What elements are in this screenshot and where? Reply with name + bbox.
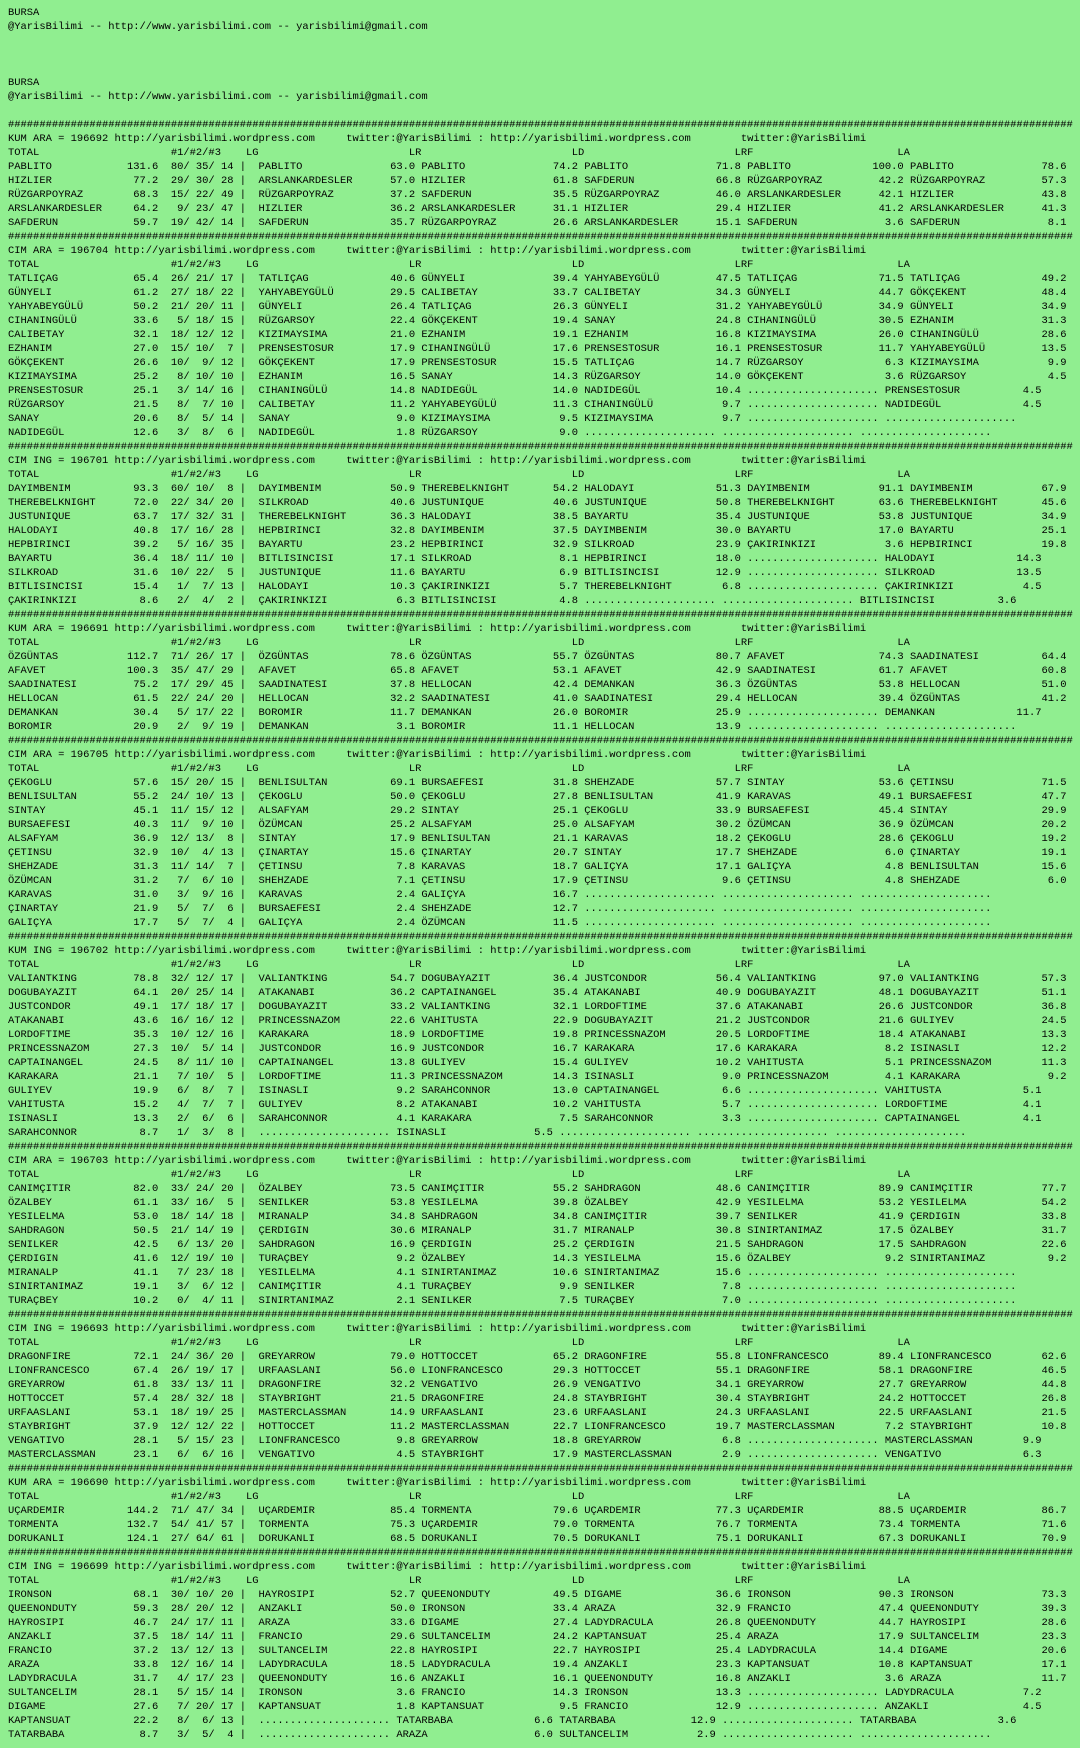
horse-row: AFAVET 100.3 35/ 47/ 29 | AFAVET 65.8 AFAVET 53.1 AFAVET 42.9 SAADINATESI 61.7 AFAVET 60.8 <box>8 665 1067 677</box>
horse-row: LIONFRANCESCO 67.4 26/ 19/ 17 | URFAASLANI 56.0 LIONFRANCESCO 29.3 HOTTOCCET 55.1 DRAGONFIRE 58.1 DRAGONFIRE 46.5 <box>8 1365 1067 1377</box>
horse-row: ÇAKIRINKIZI 8.6 2/ 4/ 2 | ÇAKIRINKIZI 6.3 BITLISINCISI 4.8 ..................... ..................... BITLISINCISI 3.6 <box>8 595 1017 607</box>
horse-row: HALODAYI 40.8 17/ 16/ 28 | HEPBIRINCI 32.8 DAYIMBENIM 37.5 DAYIMBENIM 30.0 BAYARTU 17.0 BAYARTU 25.1 <box>8 525 1067 537</box>
horse-row: ANZAKLI 37.5 18/ 14/ 11 | FRANCIO 29.6 SULTANCELIM 24.2 KAPTANSUAT 25.4 ARAZA 17.9 SULTANCELIM 23.3 <box>8 1631 1067 1643</box>
race-header-line: KUM ING = 196702 http://yarisbilimi.wordpress.com twitter:@YarisBilimi : http://yarisbilimi.wordpress.com twitter:@YarisBilimi <box>8 945 867 957</box>
horse-row: GULIYEV 19.9 6/ 8/ 7 | ISINASLI 9.2 SARAHCONNOR 13.0 CAPTAINANGEL 6.6 ..................... VAHITUSTA 5.1 <box>8 1085 1042 1097</box>
horse-row: MASTERCLASSMAN 23.1 6/ 6/ 16 | VENGATIVO 4.5 STAYBRIGHT 17.9 MASTERCLASSMAN 2.9 ..................... VENGATIVO 6.3 <box>8 1449 1042 1461</box>
horse-row: RÜZGARSOY 21.5 8/ 7/ 10 | CALIBETAY 11.2 YAHYABEYGÜLÜ 11.3 CIHANINGÜLÜ 9.7 ..................... NADIDEGÜL 4.5 <box>8 399 1042 411</box>
horse-row: YESILELMA 53.0 18/ 14/ 18 | MIRANALP 34.8 SAHDRAGON 34.8 CANIMÇITIR 39.7 SENILKER 41.9 ÇERDIGIN 33.8 <box>8 1211 1067 1223</box>
horse-row: ÇERDIGIN 41.6 12/ 19/ 10 | TURAÇBEY 9.2 ÖZALBEY 14.3 YESILELMA 15.6 ÖZALBEY 9.2 SINIRTANIMAZ 9.2 <box>8 1253 1067 1265</box>
column-header-line: TOTAL #1/#2/#3 LG LR LD LRF LA <box>8 959 910 971</box>
horse-row: KARAVAS 31.0 3/ 9/ 16 | KARAVAS 2.4 GALIÇYA 16.7 ..................... ..................... ..................... <box>8 889 992 901</box>
horse-row: CALIBETAY 32.1 18/ 12/ 12 | KIZIMAYSIMA 21.0 EZHANIM 19.1 EZHANIM 16.8 KIZIMAYSIMA 26.0 CIHANINGÜLÜ 28.6 <box>8 329 1067 341</box>
blank-line <box>8 48 1072 62</box>
horse-row: SINTAY 45.1 11/ 15/ 12 | ALSAFYAM 29.2 SINTAY 25.1 ÇEKOGLU 33.9 BURSAEFESI 45.4 SINTAY 29.9 <box>8 805 1067 817</box>
horse-row: GREYARROW 61.8 33/ 13/ 11 | DRAGONFIRE 32.2 VENGATIVO 26.9 VENGATIVO 34.1 GREYARROW 27.7 GREYARROW 44.8 <box>8 1379 1067 1391</box>
horse-row: ÇETINSU 32.9 10/ 4/ 13 | ÇINARTAY 15.6 ÇINARTAY 20.7 SINTAY 17.7 SHEHZADE 6.0 ÇINARTAY 19.1 <box>8 847 1067 859</box>
horse-row: BITLISINCISI 15.4 1/ 7/ 13 | HALODAYI 10.3 ÇAKIRINKIZI 5.7 THEREBELKNIGHT 6.8 ..................... ÇAKIRINKIZI 4.5 <box>8 581 1042 593</box>
horse-row: YAHYABEYGÜLÜ 50.2 21/ 20/ 11 | GÜNYELI 26.4 TATLIÇAG 26.3 GÜNYELI 31.2 YAHYABEYGÜLÜ 34.9 GÜNYELI 34.9 <box>8 301 1067 313</box>
horse-row: BOROMIR 20.9 2/ 9/ 19 | DEMANKAN 3.1 BOROMIR 11.1 HELLOCAN 13.9 ..................... ..................... <box>8 721 1017 733</box>
horse-row: HAYROSIPI 46.7 24/ 17/ 11 | ARAZA 33.6 DIGAME 27.4 LADYDRACULA 26.8 QUEENONDUTY 44.7 HAYROSIPI 28.6 <box>8 1617 1067 1629</box>
horse-row: MIRANALP 41.1 7/ 23/ 18 | YESILELMA 4.1 SINIRTANIMAZ 10.6 SINIRTANIMAZ 15.6 ..................... ..................... <box>8 1267 1017 1279</box>
horse-row: TATARBABA 8.7 3/ 5/ 4 | ..................... ARAZA 6.0 SULTANCELIM 2.9 ..................... ..................... <box>8 1729 992 1741</box>
horse-row: ÖZGÜNTAS 112.7 71/ 26/ 17 | ÖZGÜNTAS 78.6 ÖZGÜNTAS 55.7 ÖZGÜNTAS 80.7 AFAVET 74.3 SAADINATESI 64.4 <box>8 651 1067 663</box>
horse-row: CANIMÇITIR 82.0 33/ 24/ 20 | ÖZALBEY 73.5 CANIMÇITIR 55.2 SAHDRAGON 48.6 CANIMÇITIR 89.9 CANIMÇITIR 77.7 <box>8 1183 1067 1195</box>
horse-row: SAFDERUN 59.7 19/ 42/ 14 | SAFDERUN 35.7 RÜZGARPOYRAZ 26.6 ARSLANKARDESLER 15.1 SAFDERUN 3.6 SAFDERUN 8.1 <box>8 217 1067 229</box>
blank-line <box>8 34 1072 48</box>
horse-row: NADIDEGÜL 12.6 3/ 8/ 6 | NADIDEGÜL 1.8 RÜZGARSOY 9.0 ..................... ..................... ..................... <box>8 427 992 439</box>
horse-row: BAYARTU 36.4 18/ 11/ 10 | BITLISINCISI 17.1 SILKROAD 8.1 HEPBIRINCI 18.0 ..................... HALODAYI 14.3 <box>8 553 1042 565</box>
column-header-line: TOTAL #1/#2/#3 LG LR LD LRF LA <box>8 1575 910 1587</box>
horse-row: GÜNYELI 61.2 27/ 18/ 22 | YAHYABEYGÜLÜ 29.5 CALIBETAY 33.7 CALIBETAY 34.3 GÜNYELI 44.7 GÖKÇEKENT 48.4 <box>8 287 1067 299</box>
horse-row: ATAKANABI 43.6 16/ 16/ 12 | PRINCESSNAZOM 22.6 VAHITUSTA 22.9 DOGUBAYAZIT 21.2 JUSTCONDOR 21.6 GULIYEV 24.5 <box>8 1015 1067 1027</box>
horse-row: LORDOFTIME 35.3 10/ 12/ 16 | KARAKARA 18.9 LORDOFTIME 19.8 PRINCESSNAZOM 20.5 LORDOFTIME 18.4 ATAKANABI 13.3 <box>8 1029 1067 1041</box>
horse-row: PABLITO 131.6 80/ 35/ 14 | PABLITO 63.0 PABLITO 74.2 PABLITO 71.8 PABLITO 100.0 PABLITO 78.6 <box>8 161 1067 173</box>
horse-row: SANAY 20.6 8/ 5/ 14 | SANAY 9.0 KIZIMAYSIMA 9.5 KIZIMAYSIMA 9.7 ..................... ..................... <box>8 413 1017 425</box>
race-header-line: CIM ING = 196699 http://yarisbilimi.wordpress.com twitter:@YarisBilimi : http://yarisbilimi.wordpress.com twitter:@YarisBilimi <box>8 1561 867 1573</box>
horse-row: DOGUBAYAZIT 64.1 20/ 25/ 14 | ATAKANABI 36.2 CAPTAINANGEL 35.4 ATAKANABI 40.9 DOGUBAYAZIT 48.1 DOGUBAYAZIT 51.1 <box>8 987 1067 999</box>
horse-row: IRONSON 68.1 30/ 10/ 20 | HAYROSIPI 52.7 QUEENONDUTY 49.5 DIGAME 36.6 IRONSON 90.3 IRONSON 73.3 <box>8 1589 1067 1601</box>
horse-row: DAYIMBENIM 93.3 60/ 10/ 8 | DAYIMBENIM 50.9 THEREBELKNIGHT 54.2 HALODAYI 51.3 DAYIMBENIM 91.1 DAYIMBENIM 67.9 <box>8 483 1067 495</box>
separator-line: ########################################################################################################################################################################## <box>8 1547 1073 1559</box>
separator-line: ########################################################################################################################################################################## <box>8 231 1073 243</box>
horse-row: ARSLANKARDESLER 64.2 9/ 23/ 47 | HIZLIER 36.2 ARSLANKARDESLER 31.1 HIZLIER 29.4 HIZLIER 41.2 ARSLANKARDESLER 41.3 <box>8 203 1067 215</box>
separator-line: ########################################################################################################################################################################## <box>8 609 1073 621</box>
horse-row: KAPTANSUAT 22.2 8/ 6/ 13 | ..................... TATARBABA 6.6 TATARBABA 12.9 ..................... TATARBABA 3.6 <box>8 1715 1017 1727</box>
separator-line: ########################################################################################################################################################################## <box>8 1141 1073 1153</box>
horse-row: VAHITUSTA 15.2 4/ 7/ 7 | GULIYEV 8.2 ATAKANABI 10.2 VAHITUSTA 5.7 ..................... LORDOFTIME 4.1 <box>8 1099 1042 1111</box>
horse-row: KIZIMAYSIMA 25.2 8/ 10/ 10 | EZHANIM 16.5 SANAY 14.3 RÜZGARSOY 14.0 GÖKÇEKENT 3.6 RÜZGARSOY 4.5 <box>8 371 1067 383</box>
horse-row: SINIRTANIMAZ 19.1 3/ 6/ 12 | CANIMÇITIR 4.1 TURAÇBEY 9.9 SENILKER 7.8 ..................... ..................... <box>8 1281 1017 1293</box>
horse-row: ÖZALBEY 61.1 33/ 16/ 5 | SENILKER 53.8 YESILELMA 39.8 ÖZALBEY 42.9 YESILELMA 53.2 YESILELMA 54.2 <box>8 1197 1067 1209</box>
city-title: BURSA <box>8 77 40 89</box>
separator-line: ########################################################################################################################################################################## <box>8 1309 1073 1321</box>
horse-row: DRAGONFIRE 72.1 24/ 36/ 20 | GREYARROW 79.0 HOTTOCCET 65.2 DRAGONFIRE 55.8 LIONFRANCESCO 89.4 LIONFRANCESCO 62.6 <box>8 1351 1067 1363</box>
horse-row: FRANCIO 37.2 13/ 12/ 13 | SULTANCELIM 22.8 HAYROSIPI 22.7 HAYROSIPI 25.4 LADYDRACULA 14.4 DIGAME 20.6 <box>8 1645 1067 1657</box>
site-credit-line: @YarisBilimi -- http://www.yarisbilimi.com -- yarisbilimi@gmail.com <box>8 21 428 33</box>
separator-line: ########################################################################################################################################################################## <box>8 931 1073 943</box>
horse-row: EZHANIM 27.0 15/ 10/ 7 | PRENSESTOSUR 17.9 CIHANINGÜLÜ 17.6 PRENSESTOSUR 16.1 PRENSESTOSUR 11.7 YAHYABEYGÜLÜ 13.5 <box>8 343 1067 355</box>
separator-line: ########################################################################################################################################################################## <box>8 735 1073 747</box>
race-header-line: KUM ARA = 196690 http://yarisbilimi.wordpress.com twitter:@YarisBilimi : http://yarisbilimi.wordpress.com twitter:@YarisBilimi <box>8 1477 867 1489</box>
horse-row: VENGATIVO 28.1 5/ 15/ 23 | LIONFRANCESCO 9.8 GREYARROW 18.8 GREYARROW 6.8 ..................... MASTERCLASSMAN 9.9 <box>8 1435 1042 1447</box>
horse-row: CIHANINGÜLÜ 33.6 5/ 18/ 15 | RÜZGARSOY 22.4 GÖKÇEKENT 19.4 SANAY 24.8 CIHANINGÜLÜ 30.5 EZHANIM 31.3 <box>8 315 1067 327</box>
horse-row: PRINCESSNAZOM 27.3 10/ 5/ 14 | JUSTCONDOR 16.9 JUSTCONDOR 16.7 KARAKARA 17.6 KARAKARA 8.2 ISINASLI 12.2 <box>8 1043 1067 1055</box>
race-header-line: CIM ING = 196693 http://yarisbilimi.wordpress.com twitter:@YarisBilimi : http://yarisbilimi.wordpress.com twitter:@YarisBilimi <box>8 1323 867 1335</box>
city-title: BURSA <box>8 7 40 19</box>
horse-row: KARAKARA 21.1 7/ 10/ 5 | LORDOFTIME 11.3 PRINCESSNAZOM 14.3 ISINASLI 9.0 PRINCESSNAZOM 4.1 KARAKARA 9.2 <box>8 1071 1067 1083</box>
column-header-line: TOTAL #1/#2/#3 LG LR LD LRF LA <box>8 1169 910 1181</box>
horse-row: HELLOCAN 61.5 22/ 24/ 20 | HELLOCAN 32.2 SAADINATESI 41.0 SAADINATESI 29.4 HELLOCAN 39.4 ÖZGÜNTAS 41.2 <box>8 693 1067 705</box>
separator-line: ########################################################################################################################################################################## <box>8 119 1073 131</box>
horse-row: TORMENTA 132.7 54/ 41/ 57 | TORMENTA 75.3 UÇARDEMIR 79.0 TORMENTA 76.7 TORMENTA 73.4 TORMENTA 71.6 <box>8 1519 1067 1531</box>
race-header-line: CIM ING = 196701 http://yarisbilimi.wordpress.com twitter:@YarisBilimi : http://yarisbilimi.wordpress.com twitter:@YarisBilimi <box>8 455 867 467</box>
horse-row: URFAASLANI 53.1 18/ 19/ 25 | MASTERCLASSMAN 14.9 URFAASLANI 23.6 URFAASLANI 24.3 URFAASLANI 22.5 URFAASLANI 21.5 <box>8 1407 1067 1419</box>
site-credit-line: @YarisBilimi -- http://www.yarisbilimi.com -- yarisbilimi@gmail.com <box>8 91 428 103</box>
separator-line: ########################################################################################################################################################################## <box>8 441 1073 453</box>
horse-row: SAADINATESI 75.2 17/ 29/ 45 | SAADINATESI 37.8 HELLOCAN 42.4 DEMANKAN 36.3 ÖZGÜNTAS 53.8 HELLOCAN 51.0 <box>8 679 1067 691</box>
column-header-line: TOTAL #1/#2/#3 LG LR LD LRF LA <box>8 637 910 649</box>
horse-row: DORUKANLI 124.1 27/ 64/ 61 | DORUKANLI 68.5 DORUKANLI 70.5 DORUKANLI 75.1 DORUKANLI 67.3 DORUKANLI 70.9 <box>8 1533 1067 1545</box>
horse-row: ARAZA 33.8 12/ 16/ 14 | LADYDRACULA 18.5 LADYDRACULA 19.4 ANZAKLI 23.3 KAPTANSUAT 10.8 KAPTANSUAT 17.1 <box>8 1659 1067 1671</box>
horse-row: DEMANKAN 30.4 5/ 17/ 22 | BOROMIR 11.7 DEMANKAN 26.0 BOROMIR 25.9 ..................... DEMANKAN 11.7 <box>8 707 1042 719</box>
horse-row: TATLIÇAG 65.4 26/ 21/ 17 | TATLIÇAG 40.6 GÜNYELI 39.4 YAHYABEYGÜLÜ 47.5 TATLIÇAG 71.5 TATLIÇAG 49.2 <box>8 273 1067 285</box>
horse-row: ALSAFYAM 36.9 12/ 13/ 8 | SINTAY 17.9 BENLISULTAN 21.1 KARAVAS 18.2 ÇEKOGLU 28.6 ÇEKOGLU 19.2 <box>8 833 1067 845</box>
blank-line <box>8 62 1072 76</box>
horse-row: DIGAME 27.6 7/ 20/ 17 | KAPTANSUAT 1.8 KAPTANSUAT 9.5 FRANCIO 12.9 ..................... ANZAKLI 4.5 <box>8 1701 1042 1713</box>
column-header-line: TOTAL #1/#2/#3 LG LR LD LRF LA <box>8 1337 910 1349</box>
race-header-line: CIM ARA = 196704 http://yarisbilimi.wordpress.com twitter:@YarisBilimi : http://yarisbilimi.wordpress.com twitter:@YarisBilimi <box>8 245 867 257</box>
horse-row: HOTTOCCET 57.4 28/ 32/ 18 | STAYBRIGHT 21.5 DRAGONFIRE 24.8 STAYBRIGHT 30.4 STAYBRIGHT 24.2 HOTTOCCET 26.8 <box>8 1393 1067 1405</box>
horse-row: THEREBELKNIGHT 72.0 22/ 34/ 20 | SILKROAD 40.6 JUSTUNIQUE 40.6 JUSTUNIQUE 50.8 THEREBELKNIGHT 63.6 THEREBELKNIGHT 45.6 <box>8 497 1067 509</box>
horse-row: BENLISULTAN 55.2 24/ 10/ 13 | ÇEKOGLU 50.0 ÇEKOGLU 27.8 BENLISULTAN 41.9 KARAVAS 49.1 BURSAEFESI 47.7 <box>8 791 1067 803</box>
column-header-line: TOTAL #1/#2/#3 LG LR LD LRF LA <box>8 469 910 481</box>
horse-row: TURAÇBEY 10.2 0/ 4/ 11 | SINIRTANIMAZ 2.1 SENILKER 7.5 TURAÇBEY 7.0 ..................... ..................... <box>8 1295 1017 1307</box>
horse-row: HIZLIER 77.2 29/ 30/ 28 | ARSLANKARDESLER 57.0 HIZLIER 61.8 SAFDERUN 66.8 RÜZGARPOYRAZ 42.2 RÜZGARPOYRAZ 57.3 <box>8 175 1067 187</box>
horse-row: RÜZGARPOYRAZ 68.3 15/ 22/ 49 | RÜZGARPOYRAZ 37.2 SAFDERUN 35.5 RÜZGARPOYRAZ 46.0 ARSLANKARDESLER 42.1 HIZLIER 43.8 <box>8 189 1067 201</box>
race-header-line: KUM ARA = 196692 http://yarisbilimi.wordpress.com twitter:@YarisBilimi : http://yarisbilimi.wordpress.com twitter:@YarisBilimi <box>8 133 867 145</box>
horse-row: SULTANCELIM 28.1 5/ 15/ 14 | IRONSON 3.6 FRANCIO 14.3 IRONSON 13.3 ..................... LADYDRACULA 7.2 <box>8 1687 1042 1699</box>
horse-row: ÇEKOGLU 57.6 15/ 20/ 15 | BENLISULTAN 69.1 BURSAEFESI 31.8 SHEHZADE 57.7 SINTAY 53.6 ÇETINSU 71.5 <box>8 777 1067 789</box>
horse-row: QUEENONDUTY 59.3 28/ 20/ 12 | ANZAKLI 50.0 IRONSON 33.4 ARAZA 32.9 FRANCIO 47.4 QUEENONDUTY 39.3 <box>8 1603 1067 1615</box>
horse-row: SARAHCONNOR 8.7 1/ 3/ 8 | ..................... ISINASLI 5.5 ..................... ..................... ..................... <box>8 1127 967 1139</box>
horse-row: JUSTUNIQUE 63.7 17/ 32/ 31 | THEREBELKNIGHT 36.3 HALODAYI 38.5 BAYARTU 35.4 JUSTUNIQUE 53.8 JUSTUNIQUE 34.9 <box>8 511 1067 523</box>
horse-row: STAYBRIGHT 37.9 12/ 12/ 22 | HOTTOCCET 11.2 MASTERCLASSMAN 22.7 LIONFRANCESCO 19.7 MASTERCLASSMAN 7.2 STAYBRIGHT 10.8 <box>8 1421 1067 1433</box>
column-header-line: TOTAL #1/#2/#3 LG LR LD LRF LA <box>8 259 910 271</box>
race-header-line: CIM ARA = 196705 http://yarisbilimi.wordpress.com twitter:@YarisBilimi : http://yarisbilimi.wordpress.com twitter:@YarisBilimi <box>8 749 867 761</box>
horse-row: CAPTAINANGEL 24.5 8/ 11/ 10 | CAPTAINANGEL 13.8 GULIYEV 15.4 GULIYEV 10.2 VAHITUSTA 5.1 PRINCESSNAZOM 11.3 <box>8 1057 1067 1069</box>
column-header-line: TOTAL #1/#2/#3 LG LR LD LRF LA <box>8 1491 910 1503</box>
horse-row: VALIANTKING 78.8 32/ 12/ 17 | VALIANTKING 54.7 DOGUBAYAZIT 36.4 JUSTCONDOR 56.4 VALIANTKING 97.0 VALIANTKING 57.3 <box>8 973 1067 985</box>
race-header-line: CIM ARA = 196703 http://yarisbilimi.wordpress.com twitter:@YarisBilimi : http://yarisbilimi.wordpress.com twitter:@YarisBilimi <box>8 1155 867 1167</box>
separator-line: ########################################################################################################################################################################## <box>8 1463 1073 1475</box>
horse-row: SAHDRAGON 50.5 21/ 14/ 19 | ÇERDIGIN 30.6 MIRANALP 31.7 MIRANALP 30.8 SINIRTANIMAZ 17.5 ÖZALBEY 31.7 <box>8 1225 1067 1237</box>
horse-row: GALIÇYA 17.7 5/ 7/ 4 | GALIÇYA 2.4 ÖZÜMCAN 11.5 ..................... ..................... ..................... <box>8 917 992 929</box>
blank-line <box>8 104 1072 118</box>
horse-row: JUSTCONDOR 49.1 17/ 18/ 17 | DOGUBAYAZIT 33.2 VALIANTKING 32.1 LORDOFTIME 37.6 ATAKANABI 26.6 JUSTCONDOR 36.8 <box>8 1001 1067 1013</box>
horse-row: HEPBIRINCI 39.2 5/ 16/ 35 | BAYARTU 23.2 HEPBIRINCI 32.9 SILKROAD 23.9 ÇAKIRINKIZI 3.6 HEPBIRINCI 19.8 <box>8 539 1067 551</box>
column-header-line: TOTAL #1/#2/#3 LG LR LD LRF LA <box>8 147 910 159</box>
column-header-line: TOTAL #1/#2/#3 LG LR LD LRF LA <box>8 763 910 775</box>
horse-row: LADYDRACULA 31.7 4/ 17/ 23 | QUEENONDUTY 16.6 ANZAKLI 16.1 QUEENONDUTY 16.8 ANZAKLI 3.6 ARAZA 11.7 <box>8 1673 1067 1685</box>
horse-row: PRENSESTOSUR 25.1 3/ 14/ 16 | CIHANINGÜLÜ 14.8 NADIDEGÜL 14.0 NADIDEGÜL 10.4 ..................... PRENSESTOSUR 4.5 <box>8 385 1042 397</box>
horse-row: SENILKER 42.5 6/ 13/ 20 | SAHDRAGON 16.9 ÇERDIGIN 25.2 ÇERDIGIN 21.5 SAHDRAGON 17.5 SAHDRAGON 22.6 <box>8 1239 1067 1251</box>
city-title: BURSAEFESI 40.3 11/ 9/ 10 | ÖZÜMCAN 25.2 ALSAFYAM 25.0 ALSAFYAM 30.2 ÖZÜMCAN 36.9 ÖZÜMCAN 20.2 <box>8 819 1067 831</box>
horse-row: SILKROAD 31.6 10/ 22/ 5 | JUSTUNIQUE 11.6 BAYARTU 6.9 BITLISINCISI 12.9 ..................... SILKROAD 13.5 <box>8 567 1042 579</box>
horse-row: ISINASLI 13.3 2/ 6/ 6 | SARAHCONNOR 4.1 KARAKARA 7.5 SARAHCONNOR 3.3 ..................... CAPTAINANGEL 4.1 <box>8 1113 1042 1125</box>
horse-row: SHEHZADE 31.3 11/ 14/ 7 | ÇETINSU 7.8 KARAVAS 18.7 GALIÇYA 17.1 GALIÇYA 4.8 BENLISULTAN 15.6 <box>8 861 1067 873</box>
horse-row: GÖKÇEKENT 26.6 10/ 9/ 12 | GÖKÇEKENT 17.9 PRENSESTOSUR 15.5 TATLIÇAG 14.7 RÜZGARSOY 6.3 KIZIMAYSIMA 9.9 <box>8 357 1067 369</box>
race-header-line: KUM ARA = 196691 http://yarisbilimi.wordpress.com twitter:@YarisBilimi : http://yarisbilimi.wordpress.com twitter:@YarisBilimi <box>8 623 867 635</box>
horse-row: UÇARDEMIR 144.2 71/ 47/ 34 | UÇARDEMIR 85.4 TORMENTA 79.6 UÇARDEMIR 77.3 UÇARDEMIR 88.5 UÇARDEMIR 86.7 <box>8 1505 1067 1517</box>
horse-row: ÖZÜMCAN 31.2 7/ 6/ 10 | SHEHZADE 7.1 ÇETINSU 17.9 ÇETINSU 9.6 ÇETINSU 4.8 SHEHZADE 6.0 <box>8 875 1067 887</box>
horse-row: ÇINARTAY 21.9 5/ 7/ 6 | BURSAEFESI 2.4 SHEHZADE 12.7 ..................... ..................... ..................... <box>8 903 992 915</box>
